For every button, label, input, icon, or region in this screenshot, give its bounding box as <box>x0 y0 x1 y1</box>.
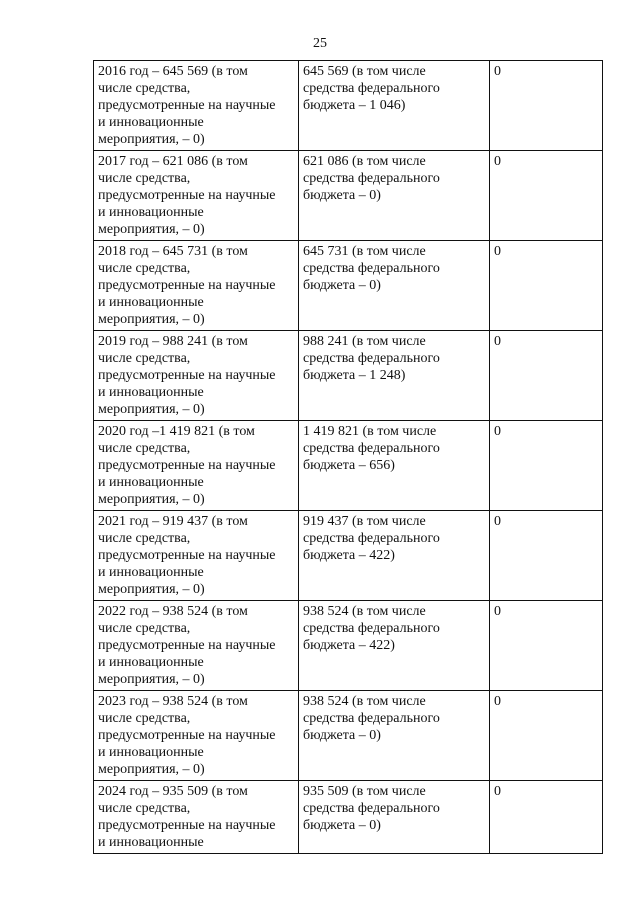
federal-cell <box>299 331 490 421</box>
other-cell <box>490 601 603 691</box>
total-text: 2019 год – 988 241 (в том числе средства, предусмотренные на научные и инновационные мероприятия, – 0) <box>98 334 276 417</box>
table-row <box>94 61 603 151</box>
federal-cell <box>299 241 490 331</box>
total-text: 2024 год – 935 509 (в том числе средства, предусмотренные на научные и инновационные <box>98 784 276 850</box>
total-cell <box>94 511 299 601</box>
table-row <box>94 421 603 511</box>
other-text: 0 <box>494 334 501 349</box>
federal-cell <box>299 511 490 601</box>
federal-cell <box>299 601 490 691</box>
federal-text: 621 086 (в том числе средства федерального бюджета – 0) <box>303 154 440 203</box>
federal-text: 938 524 (в том числе средства федерального бюджета – 422) <box>303 604 440 653</box>
total-text: 2022 год – 938 524 (в том числе средства, предусмотренные на научные и инновационные мероприятия, – 0) <box>98 604 276 687</box>
other-cell <box>490 781 603 854</box>
other-text: 0 <box>494 604 501 619</box>
other-text: 0 <box>494 514 501 529</box>
federal-text: 919 437 (в том числе средства федерального бюджета – 422) <box>303 514 440 563</box>
total-cell <box>94 151 299 241</box>
total-cell <box>94 691 299 781</box>
total-text: 2016 год – 645 569 (в том числе средства, предусмотренные на научные и инновационные мероприятия, – 0) <box>98 64 276 147</box>
total-cell <box>94 421 299 511</box>
federal-text: 645 569 (в том числе средства федерального бюджета – 1 046) <box>303 64 440 113</box>
table-row <box>94 511 603 601</box>
federal-text: 645 731 (в том числе средства федерального бюджета – 0) <box>303 244 440 293</box>
page-number: 25 <box>313 36 327 51</box>
total-cell <box>94 241 299 331</box>
federal-cell <box>299 61 490 151</box>
other-cell <box>490 241 603 331</box>
table-row <box>94 331 603 421</box>
other-text: 0 <box>494 154 501 169</box>
federal-cell <box>299 781 490 854</box>
table-row <box>94 241 603 331</box>
federal-text: 938 524 (в том числе средства федерального бюджета – 0) <box>303 694 440 743</box>
federal-cell <box>299 421 490 511</box>
table-row <box>94 151 603 241</box>
table-row <box>94 601 603 691</box>
other-cell <box>490 691 603 781</box>
total-cell <box>94 781 299 854</box>
other-cell <box>490 421 603 511</box>
federal-text: 988 241 (в том числе средства федерального бюджета – 1 248) <box>303 334 440 383</box>
total-text: 2018 год – 645 731 (в том числе средства, предусмотренные на научные и инновационные мероприятия, – 0) <box>98 244 276 327</box>
other-cell <box>490 151 603 241</box>
other-text: 0 <box>494 694 501 709</box>
federal-cell <box>299 691 490 781</box>
table-row <box>94 691 603 781</box>
budget-table-body <box>94 61 603 854</box>
federal-text: 935 509 (в том числе средства федерального бюджета – 0) <box>303 784 440 833</box>
total-text: 2021 год – 919 437 (в том числе средства, предусмотренные на научные и инновационные мероприятия, – 0) <box>98 514 276 597</box>
other-text: 0 <box>494 784 501 799</box>
federal-cell <box>299 151 490 241</box>
table-row <box>94 781 603 854</box>
total-text: 2017 год – 621 086 (в том числе средства, предусмотренные на научные и инновационные мероприятия, – 0) <box>98 154 276 237</box>
total-text: 2023 год – 938 524 (в том числе средства, предусмотренные на научные и инновационные мероприятия, – 0) <box>98 694 276 777</box>
total-cell <box>94 331 299 421</box>
budget-table <box>93 60 603 854</box>
other-text: 0 <box>494 424 501 439</box>
other-text: 0 <box>494 64 501 79</box>
other-cell <box>490 61 603 151</box>
federal-text: 1 419 821 (в том числе средства федерального бюджета – 656) <box>303 424 440 473</box>
total-cell <box>94 601 299 691</box>
other-text: 0 <box>494 244 501 259</box>
total-text: 2020 год –1 419 821 (в том числе средства, предусмотренные на научные и инновационные мероприятия, – 0) <box>98 424 276 507</box>
other-cell <box>490 511 603 601</box>
total-cell <box>94 61 299 151</box>
other-cell <box>490 331 603 421</box>
